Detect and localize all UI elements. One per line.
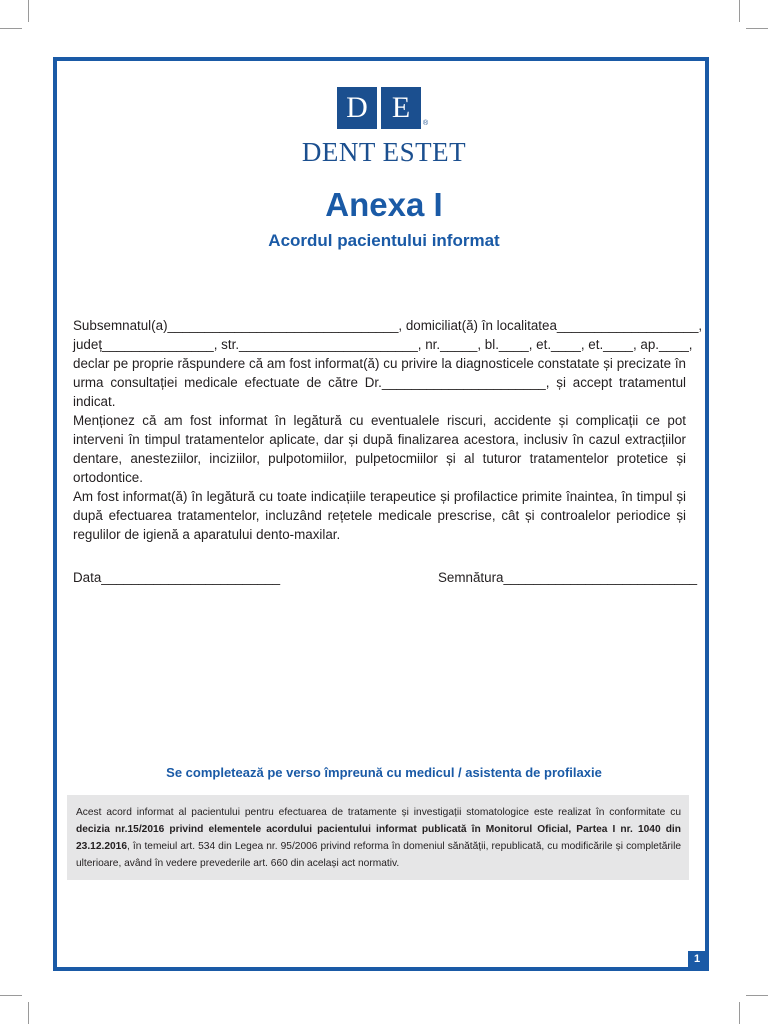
declaration-paragraph: declar pe proprie răspundere că am fost informat(ă) cu privire la diagnosticele constatate și precizate în urma consultației medicale efectuate de către Dr.______________________, și accept tratamentul indicat. (73, 356, 686, 409)
brand-name: DENT ESTET (301, 137, 467, 167)
logo-letter-e: E (381, 87, 421, 129)
signature-field[interactable]: Semnătura__________________________ (438, 570, 698, 585)
brand-logo (337, 87, 429, 129)
legal-notice (67, 795, 689, 880)
indications-paragraph: Am fost informat(ă) în legătură cu toate indicațiile terapeutice și profilactice primite înaintea, în timpul și după efectuarea tratamentelor, incluzând rețetele medicale prescrise, cât și controalelor periodice și regulilor de igienă a aparatului dento-maxilar. (73, 489, 686, 542)
name-address-line: Subsemnatul(a)_______________________________, domiciliat(ă) în localitatea___________________, (73, 318, 703, 333)
crop-mark (0, 995, 22, 996)
page-subtitle: Acordul pacientului informat (268, 231, 500, 250)
legal-text-part2: , în temeiul art. 534 din Legea nr. 95/2006 privind reforma în domeniul sănătății, republicată, cu modificările și completările ulterioare, având în vedere prevederile art. 660 din același act normativ. (76, 841, 681, 869)
logo-letter-d: D (337, 87, 377, 129)
page-number: 1 (688, 951, 706, 967)
crop-mark (28, 1002, 29, 1024)
crop-mark (0, 28, 22, 29)
verso-note: Se completează pe verso împreună cu medicul / asistenta de profilaxie (166, 765, 602, 780)
page-title: Anexa I (325, 186, 443, 223)
crop-mark (739, 1002, 740, 1024)
risks-paragraph: Menționez că am fost informat în legătură cu eventualele riscuri, accidente și complicații ce pot interveni în timpul tratamentelor aplicate, dar și după finalizarea acestora, inclusiv în cazul extracțiilor dentare, anesteziilor, inciziilor, pulpotomiilor, pulpetocmiilor și al tuturor tratamentelor protetice și ortodontice. (73, 413, 686, 485)
legal-text-part1: Acest acord informat al pacientului pentru efectuarea de tratamente și investigații stomatologice este realizat în conformitate cu (76, 807, 681, 818)
crop-mark (739, 0, 740, 22)
registered-mark: ® (423, 120, 429, 127)
county-street-line: județ_______________, str.________________________, nr._____, bl.____, et.____, et.____, ap.____, (73, 337, 693, 352)
crop-mark (746, 28, 768, 29)
consent-body (73, 316, 703, 544)
date-field[interactable]: Data________________________ (73, 570, 281, 585)
legal-decision-reference: decizia nr.15/2016 privind elementele acordului pacientului informat publicată în Monitorul Oficial, Partea I nr. 1040 din 23.12.2016 (76, 824, 681, 852)
crop-mark (746, 995, 768, 996)
crop-mark (28, 0, 29, 22)
